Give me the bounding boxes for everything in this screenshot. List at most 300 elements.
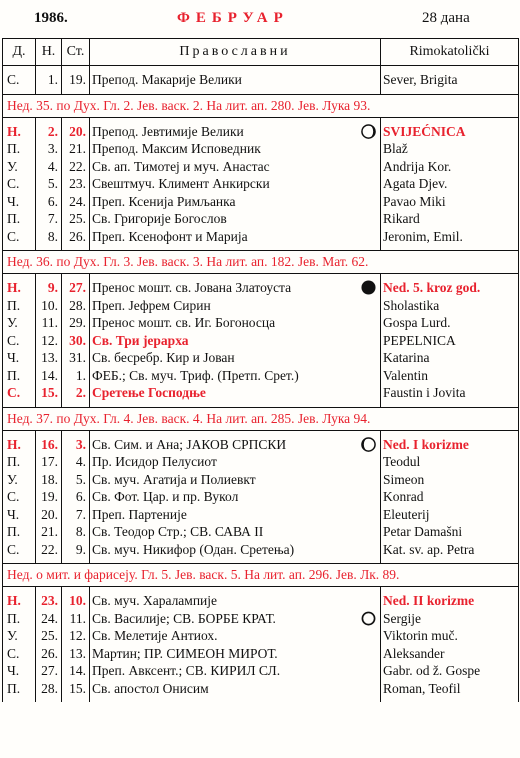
- new-style-date-cell-text: 13.: [41, 350, 58, 366]
- day-row: [3, 627, 519, 645]
- catholic-saint-cell-text: Aleksander: [383, 645, 445, 661]
- new-style-date-cell: [36, 627, 62, 645]
- new-style-date-cell-text: 12.: [41, 332, 58, 348]
- new-style-date-cell: [36, 210, 62, 228]
- weekday-cell-text: С.: [7, 385, 21, 401]
- column-header-day: Д.: [3, 39, 36, 66]
- old-style-date-cell: [62, 645, 90, 663]
- catholic-saint-cell-text: Pavao Miki: [383, 193, 446, 209]
- day-row: [3, 453, 519, 471]
- catholic-saint-cell: [381, 592, 519, 610]
- new-style-date-cell-text: 19.: [41, 489, 58, 505]
- day-row: [3, 158, 519, 176]
- orthodox-saint-cell: [90, 193, 381, 211]
- catholic-saint-cell-text: Roman, Teofil: [383, 680, 461, 696]
- day-row: [3, 297, 519, 315]
- week-header-row: [3, 251, 519, 274]
- catholic-saint-cell: [381, 662, 519, 680]
- old-style-date-cell: [62, 627, 90, 645]
- calendar-table: [2, 38, 519, 702]
- weekday-cell: [3, 140, 36, 158]
- new-style-date-cell-text: 28.: [41, 680, 58, 696]
- new-style-date-cell-text: 8.: [47, 228, 58, 244]
- catholic-saint-cell-text: PEPELNICA: [383, 332, 456, 348]
- day-row: [3, 314, 519, 332]
- weekday-cell: [3, 384, 36, 402]
- orthodox-saint-cell: [90, 662, 381, 680]
- day-row: [3, 488, 519, 506]
- weekday-cell: [3, 367, 36, 385]
- old-style-date-cell: [62, 297, 90, 315]
- orthodox-saint-cell-text: Препод. Макарије Велики: [92, 72, 242, 88]
- catholic-saint-cell-text: Ned. 5. kroz god.: [383, 280, 481, 296]
- catholic-saint-cell: [381, 279, 519, 297]
- weekday-cell: [3, 228, 36, 246]
- weekday-cell: [3, 71, 36, 89]
- old-style-date-cell: [62, 523, 90, 541]
- orthodox-saint-cell-text: Преп. Авксент.; СВ. КИРИЛ СЛ.: [92, 663, 281, 679]
- new-style-date-cell-text: 20.: [41, 506, 58, 522]
- catholic-saint-cell: [381, 453, 519, 471]
- weekday-cell: [3, 523, 36, 541]
- catholic-saint-cell: [381, 314, 519, 332]
- new-style-date-cell-text: 14.: [41, 367, 58, 383]
- old-style-date-cell: [62, 123, 90, 141]
- old-style-date-cell: [62, 384, 90, 402]
- old-style-date-cell: [62, 592, 90, 610]
- weekday-cell: [3, 488, 36, 506]
- old-style-date-cell: [62, 541, 90, 559]
- weekday-cell: [3, 123, 36, 141]
- orthodox-saint-cell: [90, 627, 381, 645]
- old-style-date-cell-text: 5.: [75, 471, 86, 487]
- calendar-page: [2, 2, 518, 754]
- catholic-saint-cell: [381, 367, 519, 385]
- new-style-date-cell-text: 9.: [47, 280, 58, 296]
- old-style-date-cell-text: 22.: [69, 158, 86, 174]
- day-row: [3, 332, 519, 350]
- new-style-date-cell: [36, 592, 62, 610]
- old-style-date-cell-text: 15.: [69, 680, 86, 696]
- catholic-saint-cell: [381, 140, 519, 158]
- new-style-date-cell-text: 2.: [47, 123, 58, 139]
- old-style-date-cell-text: 24.: [69, 193, 86, 209]
- weekday-cell: [3, 471, 36, 489]
- catholic-saint-cell-text: Blaž: [383, 141, 408, 157]
- orthodox-saint-cell: [90, 523, 381, 541]
- catholic-saint-cell: [381, 471, 519, 489]
- catholic-saint-cell: [381, 627, 519, 645]
- old-style-date-cell: [62, 506, 90, 524]
- new-moon-icon: [361, 611, 376, 626]
- new-style-date-cell: [36, 71, 62, 89]
- column-header-catholic: Rimokatolički: [381, 39, 519, 66]
- catholic-saint-cell-text: Faustin i Jovita: [383, 385, 466, 401]
- new-style-date-cell: [36, 541, 62, 559]
- catholic-saint-cell: [381, 523, 519, 541]
- weekday-cell-text: Ч.: [7, 663, 20, 679]
- day-row: [3, 436, 519, 454]
- catholic-saint-cell: [381, 175, 519, 193]
- weekday-cell: [3, 297, 36, 315]
- new-style-date-cell-text: 24.: [41, 610, 58, 626]
- old-style-date-cell-text: 28.: [69, 297, 86, 313]
- weekday-cell-text: С.: [7, 332, 20, 348]
- weekday-cell-text: П.: [7, 211, 21, 227]
- weekday-cell: [3, 349, 36, 367]
- catholic-saint-cell: [381, 488, 519, 506]
- week-reading-text: Нед. о мит. и фарисеју. Гл. 5. Јев. васк. 5. На лит. ап. 296. Јев. Лк. 89.: [3, 564, 519, 587]
- new-style-date-cell: [36, 158, 62, 176]
- catholic-saint-cell: [381, 193, 519, 211]
- weekday-cell-text: С.: [7, 72, 20, 88]
- old-style-date-cell: [62, 279, 90, 297]
- weekday-cell-text: П.: [7, 141, 21, 157]
- new-style-date-cell-text: 7.: [47, 211, 58, 227]
- weekday-cell-text: П.: [7, 297, 21, 313]
- year-label: 1986.: [34, 10, 68, 26]
- catholic-saint-cell: [381, 680, 519, 698]
- day-row: [3, 349, 519, 367]
- orthodox-saint-cell-text: Св. ап. Тимотеј и муч. Анастас: [92, 158, 270, 174]
- weekday-cell: [3, 436, 36, 454]
- orthodox-saint-cell: [90, 314, 381, 332]
- catholic-saint-cell-text: Konrad: [383, 489, 424, 505]
- old-style-date-cell-text: 10.: [69, 593, 86, 609]
- orthodox-saint-cell: [90, 123, 381, 141]
- weekday-cell-text: Ч.: [7, 506, 20, 522]
- new-style-date-cell: [36, 297, 62, 315]
- orthodox-saint-cell: [90, 279, 381, 297]
- orthodox-saint-cell-text: Препод. Јевтимије Велики: [92, 123, 244, 139]
- day-row: [3, 610, 519, 628]
- new-style-date-cell-text: 26.: [41, 645, 58, 661]
- column-header-old-style: Ст.: [62, 39, 90, 66]
- orthodox-saint-cell-text: Преп. Ксенофонт и Марија: [92, 228, 248, 244]
- orthodox-saint-cell: [90, 592, 381, 610]
- catholic-saint-cell: [381, 436, 519, 454]
- old-style-date-cell: [62, 436, 90, 454]
- weekday-cell: [3, 453, 36, 471]
- orthodox-saint-cell-text: Преп. Јефрем Сирин: [92, 297, 211, 313]
- day-row: [3, 471, 519, 489]
- weekday-cell: [3, 592, 36, 610]
- orthodox-saint-cell: [90, 488, 381, 506]
- new-style-date-cell: [36, 488, 62, 506]
- day-row: [3, 175, 519, 193]
- weekday-cell-text: П.: [7, 524, 21, 540]
- new-style-date-cell-text: 16.: [41, 436, 58, 452]
- old-style-date-cell-text: 25.: [69, 211, 86, 227]
- weekday-cell-text: П.: [7, 680, 21, 696]
- day-row: [3, 71, 519, 89]
- old-style-date-cell-text: 4.: [75, 454, 86, 470]
- orthodox-saint-cell-text: Мартин; ПР. СИМЕОН МИРОТ.: [92, 645, 278, 661]
- catholic-saint-cell: [381, 297, 519, 315]
- new-style-date-cell-text: 5.: [47, 176, 58, 192]
- orthodox-saint-cell-text: Преп. Партеније: [92, 506, 187, 522]
- old-style-date-cell: [62, 680, 90, 698]
- orthodox-saint-cell-text: Св. Три јерарха: [92, 332, 189, 348]
- new-style-date-cell: [36, 645, 62, 663]
- weekday-cell: [3, 506, 36, 524]
- catholic-saint-cell-text: Valentin: [383, 367, 428, 383]
- old-style-date-cell-text: 27.: [69, 280, 86, 296]
- catholic-saint-cell-text: Ned. I korizme: [383, 436, 469, 452]
- orthodox-saint-cell: [90, 367, 381, 385]
- catholic-saint-cell: [381, 384, 519, 402]
- old-style-date-cell-text: 20.: [69, 123, 86, 139]
- weekday-cell-text: У.: [7, 158, 18, 174]
- orthodox-saint-cell-text: Преп. Ксенија Римљанка: [92, 193, 236, 209]
- weekday-cell-text: П.: [7, 610, 21, 626]
- weekday-cell: [3, 175, 36, 193]
- old-style-date-cell: [62, 471, 90, 489]
- orthodox-saint-cell: [90, 645, 381, 663]
- weekday-cell: [3, 314, 36, 332]
- new-style-date-cell-text: 25.: [41, 628, 58, 644]
- orthodox-saint-cell: [90, 384, 381, 402]
- old-style-date-cell-text: 8.: [75, 524, 86, 540]
- orthodox-saint-cell-text: Препод. Максим Исповедник: [92, 141, 261, 157]
- day-row: [3, 279, 519, 297]
- weekday-cell: [3, 210, 36, 228]
- catholic-saint-cell-text: Eleuterij: [383, 506, 430, 522]
- orthodox-saint-cell: [90, 210, 381, 228]
- old-style-date-cell-text: 13.: [69, 645, 86, 661]
- catholic-saint-cell: [381, 349, 519, 367]
- weekday-cell: [3, 662, 36, 680]
- orthodox-saint-cell-text: Св. Мелетије Антиох.: [92, 628, 218, 644]
- weekday-cell-text: С.: [7, 228, 20, 244]
- weekday-cell-text: Н.: [7, 280, 21, 296]
- catholic-saint-cell-text: Gabr. od ž. Gospe: [383, 663, 481, 679]
- month-title: ФЕБРУАР: [177, 10, 289, 26]
- new-style-date-cell-text: 11.: [41, 315, 58, 331]
- weekday-cell-text: Н.: [7, 123, 21, 139]
- catholic-saint-cell-text: Rikard: [383, 211, 420, 227]
- catholic-saint-cell-text: SVIJEĆNICA: [383, 123, 466, 139]
- new-style-date-cell: [36, 662, 62, 680]
- weekday-cell-text: С.: [7, 541, 20, 557]
- orthodox-saint-cell: [90, 349, 381, 367]
- old-style-date-cell-text: 6.: [75, 489, 86, 505]
- catholic-saint-cell-text: Andrija Kor.: [383, 158, 452, 174]
- orthodox-saint-cell-text: Св. муч. Никифор (Одан. Сретења): [92, 541, 295, 557]
- new-style-date-cell: [36, 314, 62, 332]
- catholic-saint-cell-text: Sholastika: [383, 297, 440, 313]
- new-style-date-cell: [36, 680, 62, 698]
- weekday-cell-text: У.: [7, 471, 18, 487]
- catholic-saint-cell: [381, 228, 519, 246]
- orthodox-saint-cell: [90, 297, 381, 315]
- catholic-saint-cell-text: Teodul: [383, 454, 421, 470]
- orthodox-saint-cell: [90, 71, 381, 89]
- new-style-date-cell: [36, 610, 62, 628]
- new-style-date-cell: [36, 123, 62, 141]
- week-reading-text: Нед. 37. по Дух. Гл. 4. Јев. васк. 4. На лит. ап. 285. Јев. Лука 94.: [3, 407, 519, 430]
- day-row: [3, 140, 519, 158]
- old-style-date-cell: [62, 610, 90, 628]
- orthodox-saint-cell: [90, 541, 381, 559]
- catholic-saint-cell-text: Katarina: [383, 350, 430, 366]
- new-style-date-cell-text: 15.: [41, 385, 58, 401]
- orthodox-saint-cell: [90, 175, 381, 193]
- weekday-cell-text: У.: [7, 628, 18, 644]
- old-style-date-cell: [62, 175, 90, 193]
- day-row: [3, 541, 519, 559]
- weekday-cell-text: С.: [7, 489, 20, 505]
- orthodox-saint-cell: [90, 680, 381, 698]
- weekday-cell: [3, 680, 36, 698]
- orthodox-saint-cell-text: Св. муч. Харалампије: [92, 593, 218, 609]
- new-style-date-cell-text: 21.: [41, 524, 58, 540]
- old-style-date-cell: [62, 332, 90, 350]
- old-style-date-cell: [62, 349, 90, 367]
- weekday-cell: [3, 158, 36, 176]
- catholic-saint-cell-text: Kat. sv. ap. Petra: [383, 541, 475, 557]
- weekday-cell: [3, 610, 36, 628]
- new-style-date-cell-text: 3.: [47, 141, 58, 157]
- new-style-date-cell: [36, 349, 62, 367]
- catholic-saint-cell-text: Jeronim, Emil.: [383, 228, 463, 244]
- catholic-saint-cell: [381, 541, 519, 559]
- orthodox-saint-cell: [90, 140, 381, 158]
- weekday-cell-text: С.: [7, 645, 20, 661]
- old-style-date-cell-text: 9.: [75, 541, 86, 557]
- catholic-saint-cell-text: Gospa Lurd.: [383, 315, 451, 331]
- new-style-date-cell: [36, 436, 62, 454]
- new-style-date-cell: [36, 471, 62, 489]
- catholic-saint-cell: [381, 123, 519, 141]
- weekday-cell-text: Н.: [7, 593, 21, 609]
- weekday-cell: [3, 279, 36, 297]
- old-style-date-cell: [62, 662, 90, 680]
- old-style-date-cell: [62, 71, 90, 89]
- day-row: [3, 123, 519, 141]
- day-row: [3, 210, 519, 228]
- orthodox-saint-cell-text: Св. муч. Агатија и Полиевкт: [92, 471, 256, 487]
- orthodox-saint-cell: [90, 453, 381, 471]
- first-quarter-icon: [361, 124, 376, 139]
- old-style-date-cell-text: 2.: [75, 385, 86, 401]
- catholic-saint-cell: [381, 332, 519, 350]
- catholic-saint-cell-text: Agata Djev.: [383, 176, 448, 192]
- weekday-cell-text: Н.: [7, 436, 21, 452]
- weekday-cell-text: П.: [7, 367, 21, 383]
- weekday-cell: [3, 645, 36, 663]
- catholic-saint-cell: [381, 506, 519, 524]
- orthodox-saint-cell: [90, 471, 381, 489]
- day-row: [3, 523, 519, 541]
- catholic-saint-cell-text: Sever, Brigita: [383, 72, 458, 88]
- new-style-date-cell-text: 22.: [41, 541, 58, 557]
- catholic-saint-cell-text: Viktorin muč.: [383, 628, 458, 644]
- catholic-saint-cell: [381, 610, 519, 628]
- weekday-cell: [3, 627, 36, 645]
- new-style-date-cell-text: 23.: [41, 593, 58, 609]
- catholic-saint-cell: [381, 645, 519, 663]
- orthodox-saint-cell: [90, 506, 381, 524]
- old-style-date-cell-text: 19.: [69, 72, 86, 88]
- week-header-row: [3, 94, 519, 117]
- orthodox-saint-cell-text: Св. Сим. и Ана; ЈАКОВ СРПСКИ: [92, 436, 287, 452]
- day-row: [3, 645, 519, 663]
- new-style-date-cell-text: 1.: [47, 72, 58, 88]
- catholic-saint-cell-text: Ned. II korizme: [383, 593, 475, 609]
- catholic-saint-cell: [381, 71, 519, 89]
- week-header-row: [3, 564, 519, 587]
- orthodox-saint-cell-text: Св. Теодор Стр.; СВ. САВА II: [92, 524, 264, 540]
- weekday-cell-text: Ч.: [7, 193, 20, 209]
- old-style-date-cell: [62, 488, 90, 506]
- day-row: [3, 662, 519, 680]
- orthodox-saint-cell-text: Св. апостол Онисим: [92, 680, 209, 696]
- day-row: [3, 506, 519, 524]
- new-style-date-cell-text: 27.: [41, 663, 58, 679]
- new-style-date-cell: [36, 140, 62, 158]
- old-style-date-cell-text: 1.: [75, 367, 86, 383]
- old-style-date-cell: [62, 314, 90, 332]
- full-moon-icon: [361, 280, 376, 295]
- calendar-body: [3, 66, 519, 703]
- new-style-date-cell: [36, 193, 62, 211]
- new-style-date-cell: [36, 384, 62, 402]
- orthodox-saint-cell: [90, 332, 381, 350]
- new-style-date-cell-text: 17.: [41, 454, 58, 470]
- week-header-row: [3, 407, 519, 430]
- old-style-date-cell: [62, 367, 90, 385]
- old-style-date-cell-text: 31.: [69, 350, 86, 366]
- weekday-cell: [3, 332, 36, 350]
- old-style-date-cell-text: 23.: [69, 176, 86, 192]
- new-style-date-cell: [36, 523, 62, 541]
- orthodox-saint-cell-text: Пренос мошт. св. Иг. Богоносца: [92, 315, 276, 331]
- new-style-date-cell-text: 18.: [41, 471, 58, 487]
- day-row: [3, 367, 519, 385]
- column-header-row: [3, 39, 519, 66]
- orthodox-saint-cell-text: ФЕБ.; Св. муч. Триф. (Претп. Срет.): [92, 367, 299, 383]
- old-style-date-cell: [62, 158, 90, 176]
- old-style-date-cell-text: 7.: [75, 506, 86, 522]
- orthodox-saint-cell: [90, 158, 381, 176]
- old-style-date-cell-text: 11.: [69, 610, 86, 626]
- old-style-date-cell-text: 29.: [69, 315, 86, 331]
- weekday-cell-text: Ч.: [7, 350, 20, 366]
- old-style-date-cell: [62, 193, 90, 211]
- new-style-date-cell-text: 4.: [47, 158, 58, 174]
- new-style-date-cell: [36, 332, 62, 350]
- orthodox-saint-cell-text: Пр. Исидор Пелусиот: [92, 454, 217, 470]
- column-header-new-style: Н.: [36, 39, 62, 66]
- orthodox-saint-cell: [90, 610, 381, 628]
- last-quarter-icon: [361, 437, 376, 452]
- old-style-date-cell-text: 21.: [69, 141, 86, 157]
- day-row: [3, 680, 519, 698]
- catholic-saint-cell: [381, 210, 519, 228]
- catholic-saint-cell-text: Sergije: [383, 610, 421, 626]
- orthodox-saint-cell: [90, 228, 381, 246]
- new-style-date-cell-text: 10.: [41, 297, 58, 313]
- new-style-date-cell: [36, 228, 62, 246]
- week-reading-text: Нед. 35. по Дух. Гл. 2. Јев. васк. 2. На лит. ап. 280. Јев. Лука 93.: [3, 94, 519, 117]
- old-style-date-cell-text: 12.: [69, 628, 86, 644]
- catholic-saint-cell: [381, 158, 519, 176]
- old-style-date-cell-text: 26.: [69, 228, 86, 244]
- orthodox-saint-cell-text: Св. Василије; СВ. БОРБЕ КРАТ.: [92, 610, 276, 626]
- day-row: [3, 228, 519, 246]
- weekday-cell: [3, 193, 36, 211]
